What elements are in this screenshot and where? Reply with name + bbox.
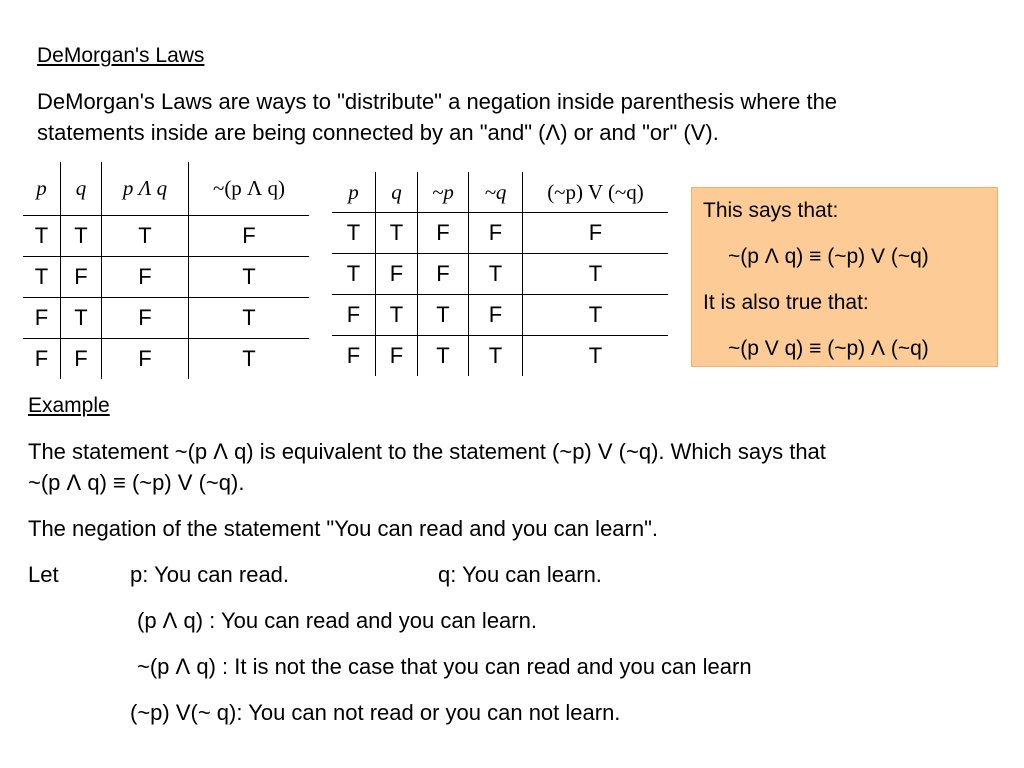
table-cell: T — [376, 213, 418, 254]
table-row — [332, 254, 668, 295]
table-row — [23, 298, 309, 339]
callout-line-3: It is also true that: — [703, 291, 869, 314]
table-cell: F — [332, 336, 376, 377]
table-cell: F — [189, 216, 310, 257]
callout-line-1: This says that: — [703, 199, 839, 222]
table-cell: F — [376, 254, 418, 295]
intro-line-1: DeMorgan's Laws are ways to "distribute" a negation inside parenthesis where the — [37, 89, 838, 114]
table-cell: F — [332, 295, 376, 336]
table-row — [332, 213, 668, 254]
page-title: DeMorgan's Laws — [37, 44, 205, 67]
table-cell: T — [189, 257, 310, 298]
table-cell: F — [418, 213, 469, 254]
table-cell: T — [332, 213, 376, 254]
statement-negation: ~(p Ʌ q) : It is not the case that you can read and you can learn — [137, 654, 752, 679]
table-cell: T — [469, 336, 523, 377]
table-cell: T — [418, 295, 469, 336]
table-cell: T — [469, 254, 523, 295]
demorgan-summary-callout — [691, 187, 998, 367]
table-cell: T — [523, 254, 669, 295]
table-header-cell: ~p — [418, 172, 469, 213]
table-cell: T — [523, 336, 669, 377]
table-row — [23, 216, 309, 257]
table-cell: T — [523, 295, 669, 336]
table-cell: F — [469, 213, 523, 254]
truth-table-p-and-q — [23, 162, 309, 379]
table-cell: T — [418, 336, 469, 377]
table-header-cell: p — [348, 179, 359, 204]
table-header-row — [332, 172, 668, 213]
table-row — [332, 295, 668, 336]
table-cell: F — [102, 298, 189, 339]
table-row — [332, 336, 668, 377]
table-header-cell: ~q — [469, 172, 523, 213]
table-cell: T — [61, 216, 102, 257]
example-line-1: The statement ~(p Ʌ q) is equivalent to the statement (~p) V (~q). Which says that — [28, 439, 826, 464]
table-header-cell: (~p) V (~q) — [523, 172, 669, 213]
table-header-cell: p — [36, 176, 47, 200]
table-cell: T — [376, 295, 418, 336]
table-cell: F — [61, 339, 102, 380]
example-heading: Example — [28, 394, 110, 417]
table-header-cell: ~(p Ʌ q) — [189, 162, 310, 216]
table-cell: T — [23, 257, 61, 298]
table-header-row — [23, 162, 309, 216]
table-cell: F — [23, 339, 61, 380]
table-cell: F — [102, 339, 189, 380]
example-line-2: ~(p Ʌ q) ≡ (~p) V (~q). — [28, 470, 245, 495]
callout-law-1: ~(p Ʌ q) ≡ (~p) V (~q) — [728, 245, 929, 268]
table-header-cell: p Ʌ q — [102, 162, 189, 216]
table-cell: T — [189, 298, 310, 339]
table-cell: F — [376, 336, 418, 377]
table-cell: F — [523, 213, 669, 254]
table-cell: T — [189, 339, 310, 380]
table-header-cell: q — [61, 162, 102, 216]
table-header-cell: q — [376, 172, 418, 213]
q-definition: q: You can learn. — [438, 562, 602, 587]
statement-demorgan: (~p) V(~ q): You can not read or you can not learn. — [130, 700, 621, 725]
callout-law-2: ~(p V q) ≡ (~p) Ʌ (~q) — [728, 337, 929, 360]
table-cell: T — [102, 216, 189, 257]
intro-line-2: statements inside are being connected by an "and" (Ʌ) or and "or" (V). — [37, 120, 719, 145]
statement-and: (p Ʌ q) : You can read and you can learn. — [137, 608, 537, 633]
negation-statement: The negation of the statement "You can read and you can learn". — [28, 516, 659, 541]
table-cell: T — [23, 216, 61, 257]
table-row — [23, 339, 309, 380]
table-cell: T — [332, 254, 376, 295]
table-cell: F — [61, 257, 102, 298]
let-label: Let — [28, 562, 59, 587]
table-cell: F — [418, 254, 469, 295]
table-row — [23, 257, 309, 298]
truth-table-not-p-or-not-q — [332, 172, 668, 376]
table-cell: F — [469, 295, 523, 336]
p-definition: p: You can read. — [130, 562, 290, 587]
table-cell: F — [23, 298, 61, 339]
table-cell: F — [102, 257, 189, 298]
table-cell: T — [61, 298, 102, 339]
